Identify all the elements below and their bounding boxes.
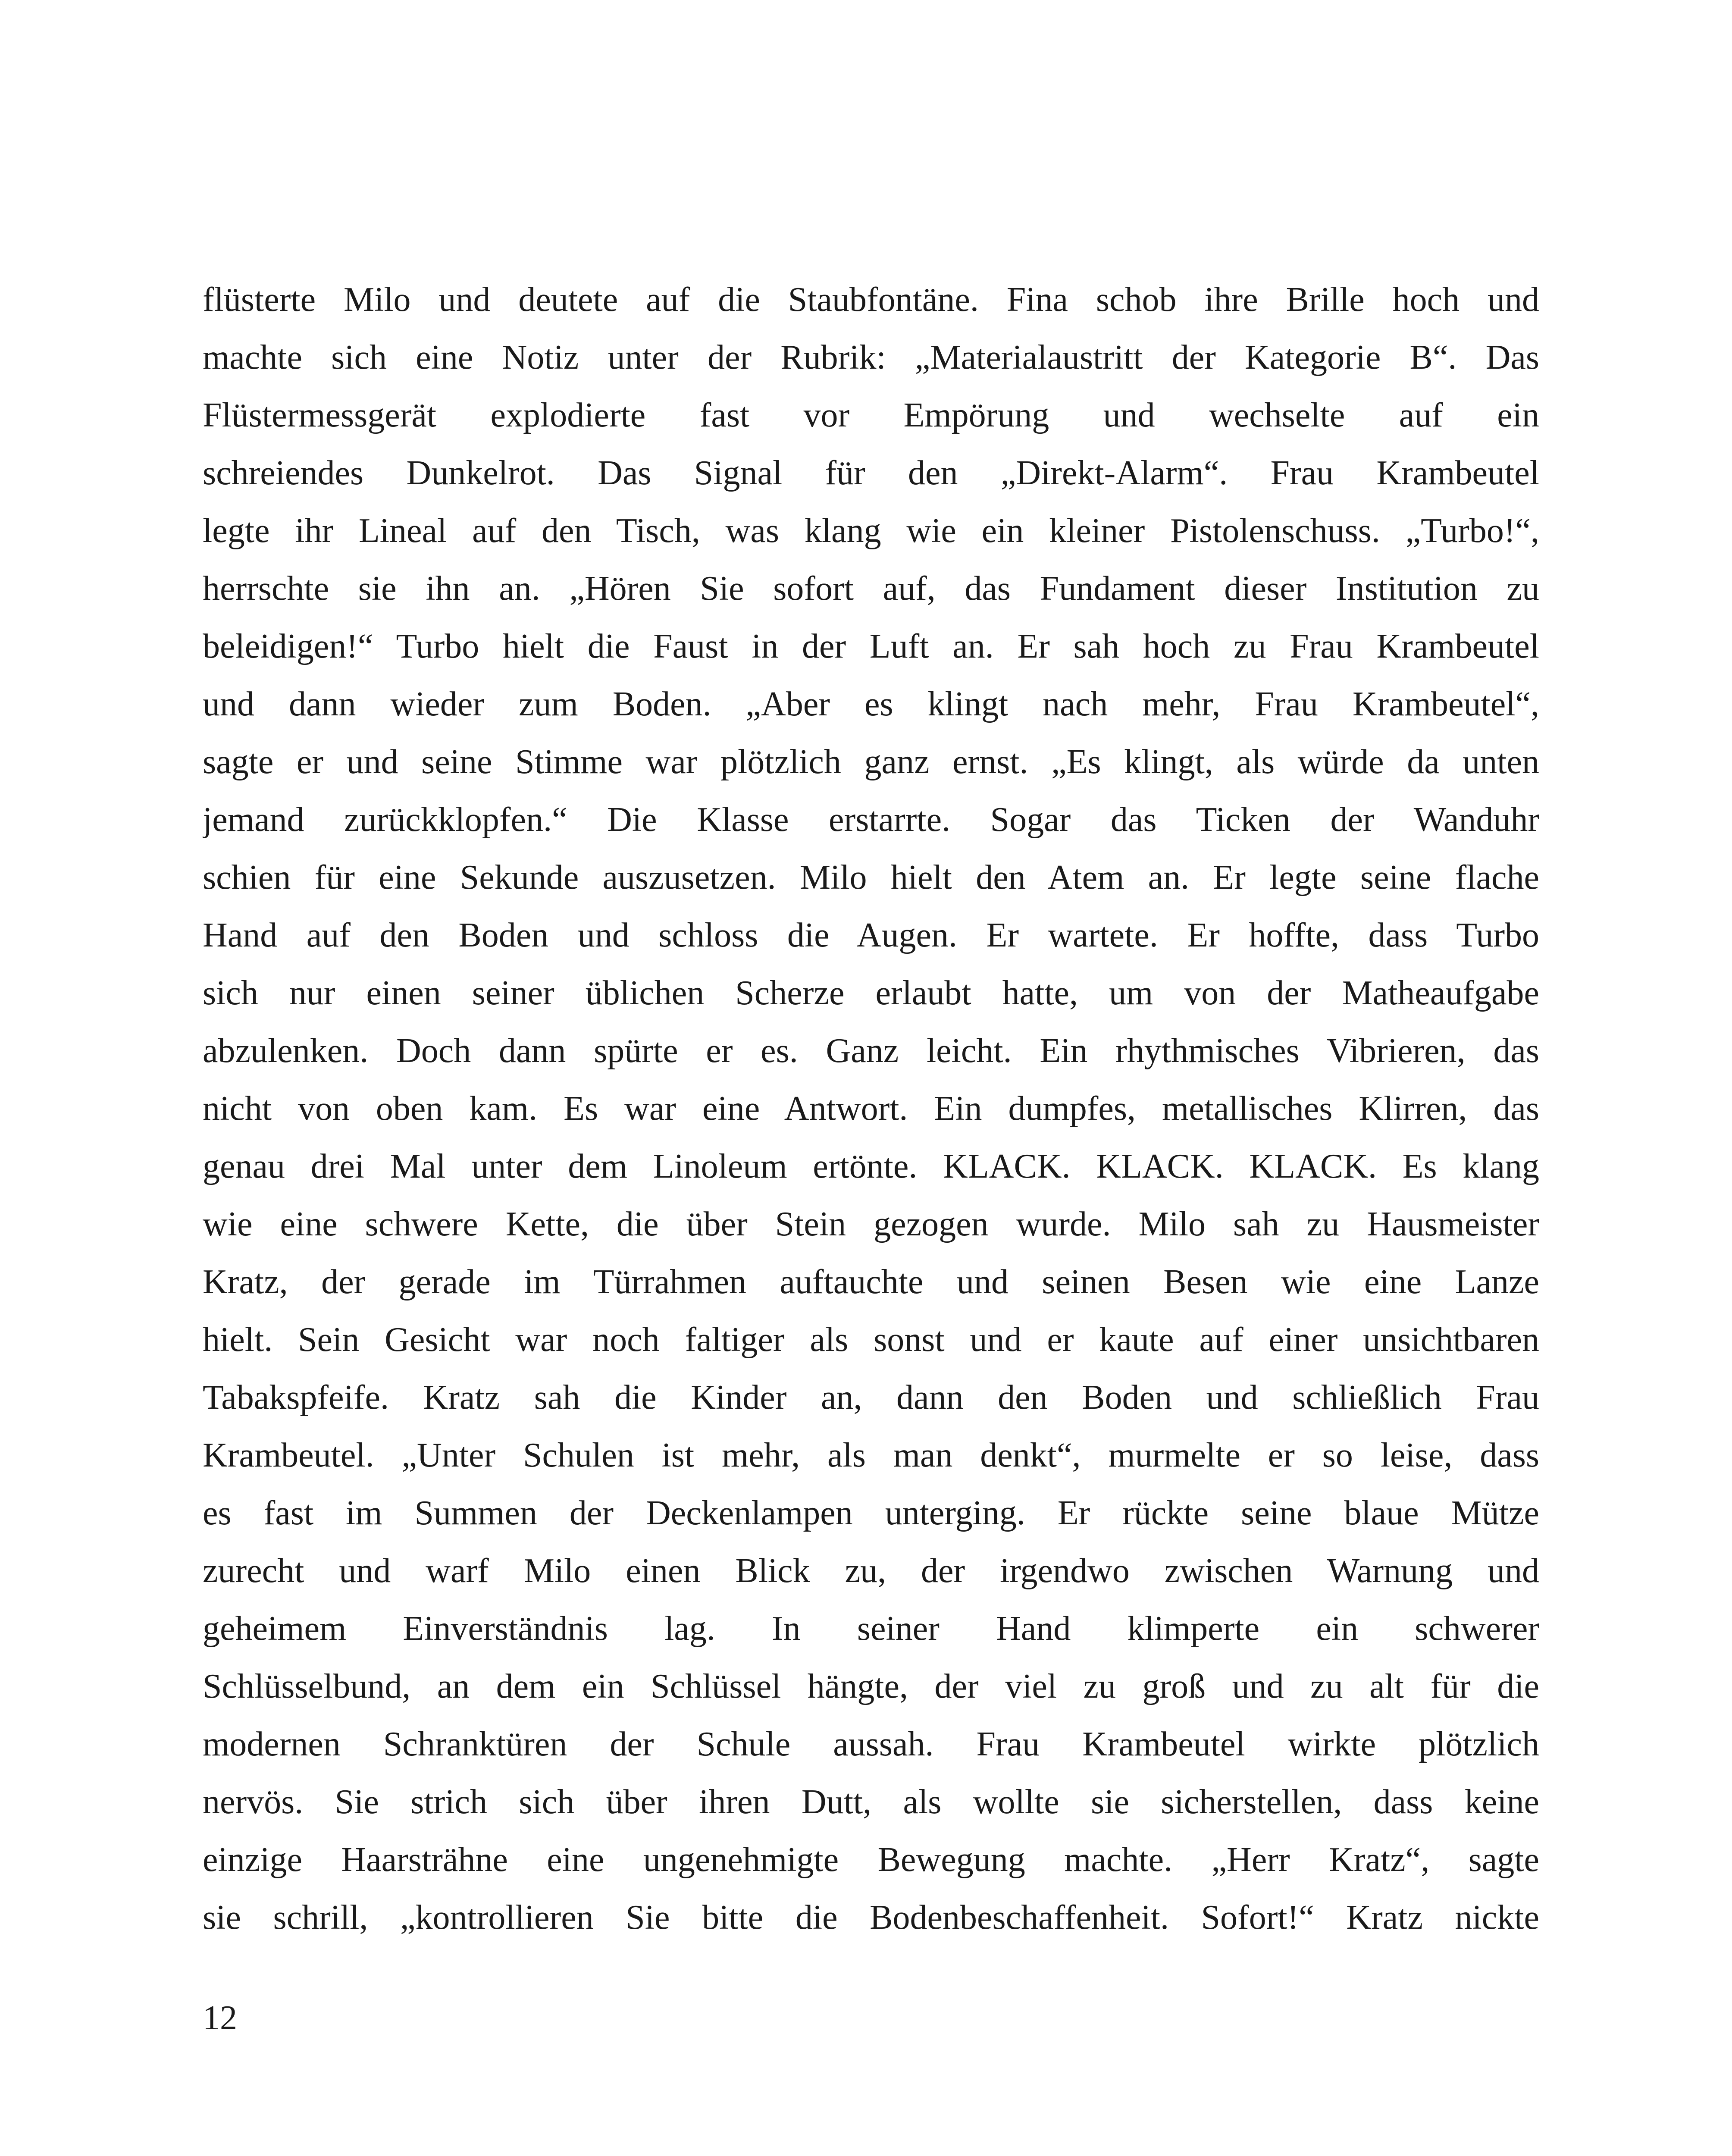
- text-line: herrschte sie ihn an. „Hören Sie sofort auf, das Fundament dieser Institution zu: [203, 570, 1539, 608]
- text-line: modernen Schranktüren der Schule aussah. Frau Krambeutel wirkte plötzlich: [203, 1725, 1539, 1763]
- text-line: Kratz, der gerade im Türrahmen auftauchte und seinen Besen wie eine Lanze: [203, 1263, 1539, 1301]
- text-line: es fast im Summen der Deckenlampen unterging. Er rückte seine blaue Mütze: [203, 1494, 1539, 1532]
- text-line: Schlüsselbund, an dem ein Schlüssel hängte, der viel zu groß und zu alt für die: [203, 1667, 1539, 1705]
- text-line: legte ihr Lineal auf den Tisch, was klang wie ein kleiner Pistolenschuss. „Turbo!“,: [203, 512, 1539, 550]
- text-line: genau drei Mal unter dem Linoleum ertönte. KLACK. KLACK. KLACK. Es klang: [203, 1147, 1539, 1185]
- text-line: sich nur einen seiner üblichen Scherze erlaubt hatte, um von der Matheaufgabe: [203, 974, 1539, 1012]
- text-line: schreiendes Dunkelrot. Das Signal für den „Direkt-Alarm“. Frau Krambeutel: [203, 454, 1539, 492]
- text-line: nicht von oben kam. Es war eine Antwort. Ein dumpfes, metallisches Klirren, das: [203, 1090, 1539, 1128]
- page-number: 12: [203, 1999, 237, 2037]
- text-line: sagte er und seine Stimme war plötzlich ganz ernst. „Es klingt, als würde da unten: [203, 743, 1539, 781]
- text-line: Krambeutel. „Unter Schulen ist mehr, als man denkt“, murmelte er so leise, dass: [203, 1436, 1539, 1474]
- text-line: geheimem Einverständnis lag. In seiner Hand klimperte ein schwerer: [203, 1610, 1539, 1648]
- text-line: Hand auf den Boden und schloss die Augen. Er wartete. Er hoffte, dass Turbo: [203, 916, 1539, 954]
- text-line: zurecht und warf Milo einen Blick zu, der irgendwo zwischen Warnung und: [203, 1552, 1539, 1590]
- text-line: sie schrill, „kontrollieren Sie bitte die Bodenbeschaffenheit. Sofort!“ Kratz nickte: [203, 1899, 1539, 1937]
- text-line: und dann wieder zum Boden. „Aber es klingt nach mehr, Frau Krambeutel“,: [203, 685, 1539, 723]
- text-line: abzulenken. Doch dann spürte er es. Ganz leicht. Ein rhythmisches Vibrieren, das: [203, 1032, 1539, 1070]
- text-line: machte sich eine Notiz unter der Rubrik: „Materialaustritt der Kategorie B“. Das: [203, 338, 1539, 376]
- text-line: Tabakspfeife. Kratz sah die Kinder an, dann den Boden und schließlich Frau: [203, 1379, 1539, 1416]
- text-line: Flüstermessgerät explodierte fast vor Empörung und wechselte auf ein: [203, 396, 1539, 434]
- text-line: schien für eine Sekunde auszusetzen. Milo hielt den Atem an. Er legte seine flache: [203, 859, 1539, 896]
- text-line: wie eine schwere Kette, die über Stein gezogen wurde. Milo sah zu Hausmeister: [203, 1205, 1539, 1243]
- text-line: jemand zurückklopfen.“ Die Klasse erstarrte. Sogar das Ticken der Wanduhr: [203, 801, 1539, 839]
- text-line: nervös. Sie strich sich über ihren Dutt, als wollte sie sicherstellen, dass keine: [203, 1783, 1539, 1821]
- body-text: [203, 271, 1539, 1946]
- text-line: beleidigen!“ Turbo hielt die Faust in der Luft an. Er sah hoch zu Frau Krambeutel: [203, 627, 1539, 665]
- text-line: flüsterte Milo und deutete auf die Staubfontäne. Fina schob ihre Brille hoch und: [203, 281, 1539, 319]
- text-line: hielt. Sein Gesicht war noch faltiger als sonst und er kaute auf einer unsichtbaren: [203, 1321, 1539, 1359]
- text-line: einzige Haarsträhne eine ungenehmigte Bewegung machte. „Herr Kratz“, sagte: [203, 1841, 1539, 1879]
